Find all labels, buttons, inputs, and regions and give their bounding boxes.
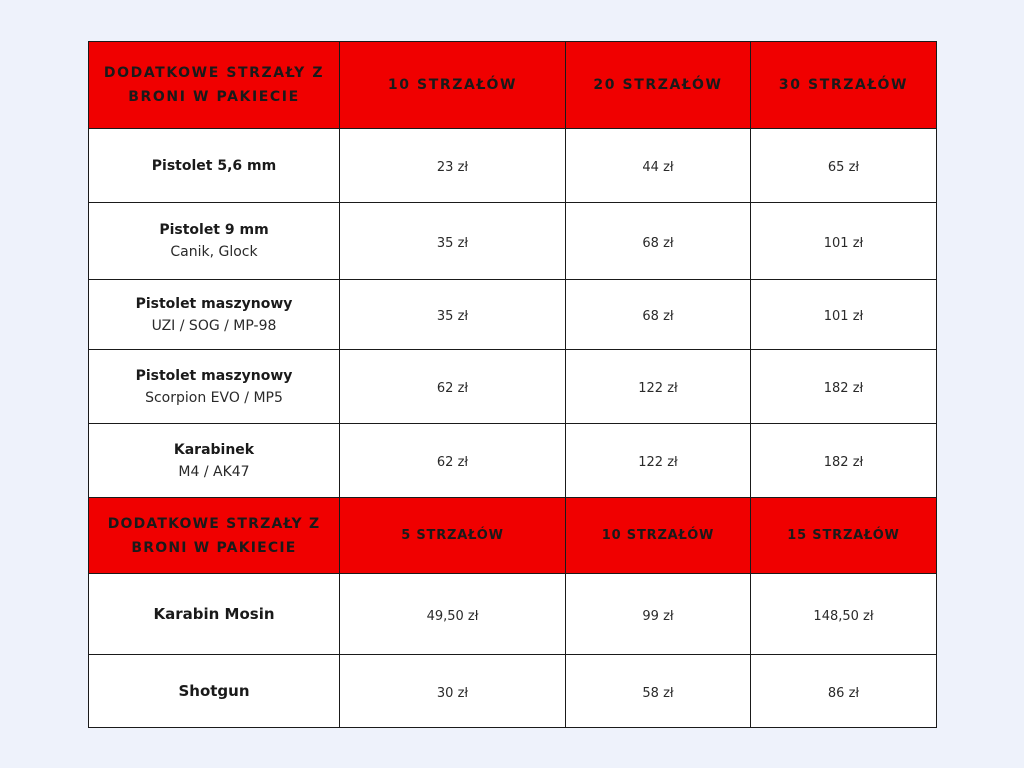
weapon-name: Pistolet 9 mm: [159, 222, 269, 238]
header-column-10: 10 STRZAŁÓW: [340, 42, 566, 129]
price-value: 122 zł: [638, 455, 678, 470]
price-value: 65 zł: [827, 160, 860, 175]
weapon-cell: [89, 203, 340, 280]
table-row: [89, 655, 937, 728]
price-table: [88, 41, 937, 728]
price-value: 182 zł: [823, 381, 864, 396]
price-value: 182 zł: [823, 455, 864, 470]
weapon-name: Karabin Mosin: [153, 605, 275, 623]
table-row: [89, 203, 937, 280]
price-cell: [340, 350, 566, 424]
weapon-name: Karabinek: [173, 441, 255, 458]
price-value: 58 zł: [642, 685, 674, 701]
weapon-models: Scorpion EVO / MP5: [145, 389, 283, 406]
weapon-models: UZI / SOG / MP-98: [151, 317, 277, 334]
price-cell: [340, 203, 566, 280]
header-column-10: 10 STRZAŁÓW: [566, 498, 751, 574]
weapon-name: Pistolet 5,6 mm: [151, 157, 277, 174]
weapon-cell: [89, 574, 340, 655]
header-column-20: 20 STRZAŁÓW: [566, 42, 751, 129]
price-value: 30 zł: [436, 685, 469, 701]
price-cell: [340, 129, 566, 203]
price-value: 68 zł: [642, 309, 674, 324]
price-cell: [566, 350, 751, 424]
weapon-name: Pistolet maszynowy: [135, 295, 293, 312]
table-header-row: [89, 498, 937, 574]
price-cell: [566, 655, 751, 728]
header-column-15: 15 STRZAŁÓW: [751, 498, 937, 574]
price-cell: [340, 655, 566, 728]
weapon-cell: [89, 655, 340, 728]
weapon-models: M4 / AK47: [178, 463, 250, 480]
weapon-models: Canik, Glock: [170, 244, 258, 260]
price-cell: [751, 203, 937, 280]
weapon-name: Shotgun: [178, 682, 250, 700]
table-row: [89, 129, 937, 203]
price-cell: [566, 424, 751, 498]
table-header-row: [89, 42, 937, 129]
price-cell: [566, 574, 751, 655]
price-value: 122 zł: [638, 381, 678, 396]
price-value: 101 zł: [823, 235, 864, 251]
price-cell: [751, 280, 937, 350]
table-row: [89, 350, 937, 424]
price-cell: [566, 129, 751, 203]
price-cell: [751, 655, 937, 728]
price-value: 62 zł: [436, 381, 469, 396]
table-row: [89, 424, 937, 498]
price-value: 23 zł: [436, 160, 469, 175]
price-value: 62 zł: [436, 455, 469, 470]
price-cell: [751, 424, 937, 498]
table-row: [89, 280, 937, 350]
price-value: 49,50 zł: [426, 608, 479, 624]
weapon-cell: [89, 424, 340, 498]
weapon-cell: [89, 129, 340, 203]
price-cell: [340, 280, 566, 350]
price-value: 148,50 zł: [813, 608, 874, 624]
price-value: 35 zł: [436, 309, 469, 324]
weapon-cell: [89, 280, 340, 350]
price-cell: [751, 129, 937, 203]
price-value: 99 zł: [642, 608, 674, 624]
table-row: [89, 574, 937, 655]
price-value: 35 zł: [436, 235, 469, 251]
header-label: DODATKOWE STRZAŁY Z BRONI W PAKIECIE: [89, 42, 340, 129]
price-cell: [566, 203, 751, 280]
price-cell: [566, 280, 751, 350]
header-column-30: 30 STRZAŁÓW: [751, 42, 937, 129]
price-cell: [340, 424, 566, 498]
price-value: 44 zł: [642, 160, 674, 175]
header-label: DODATKOWE STRZAŁY Z BRONI W PAKIECIE: [89, 498, 340, 574]
price-cell: [751, 574, 937, 655]
weapon-name: Pistolet maszynowy: [135, 367, 293, 384]
weapon-cell: [89, 350, 340, 424]
price-cell: [340, 574, 566, 655]
price-cell: [751, 350, 937, 424]
header-column-5: 5 STRZAŁÓW: [340, 498, 566, 574]
price-value: 86 zł: [827, 685, 860, 701]
price-value: 101 zł: [823, 309, 864, 324]
price-value: 68 zł: [642, 235, 674, 251]
